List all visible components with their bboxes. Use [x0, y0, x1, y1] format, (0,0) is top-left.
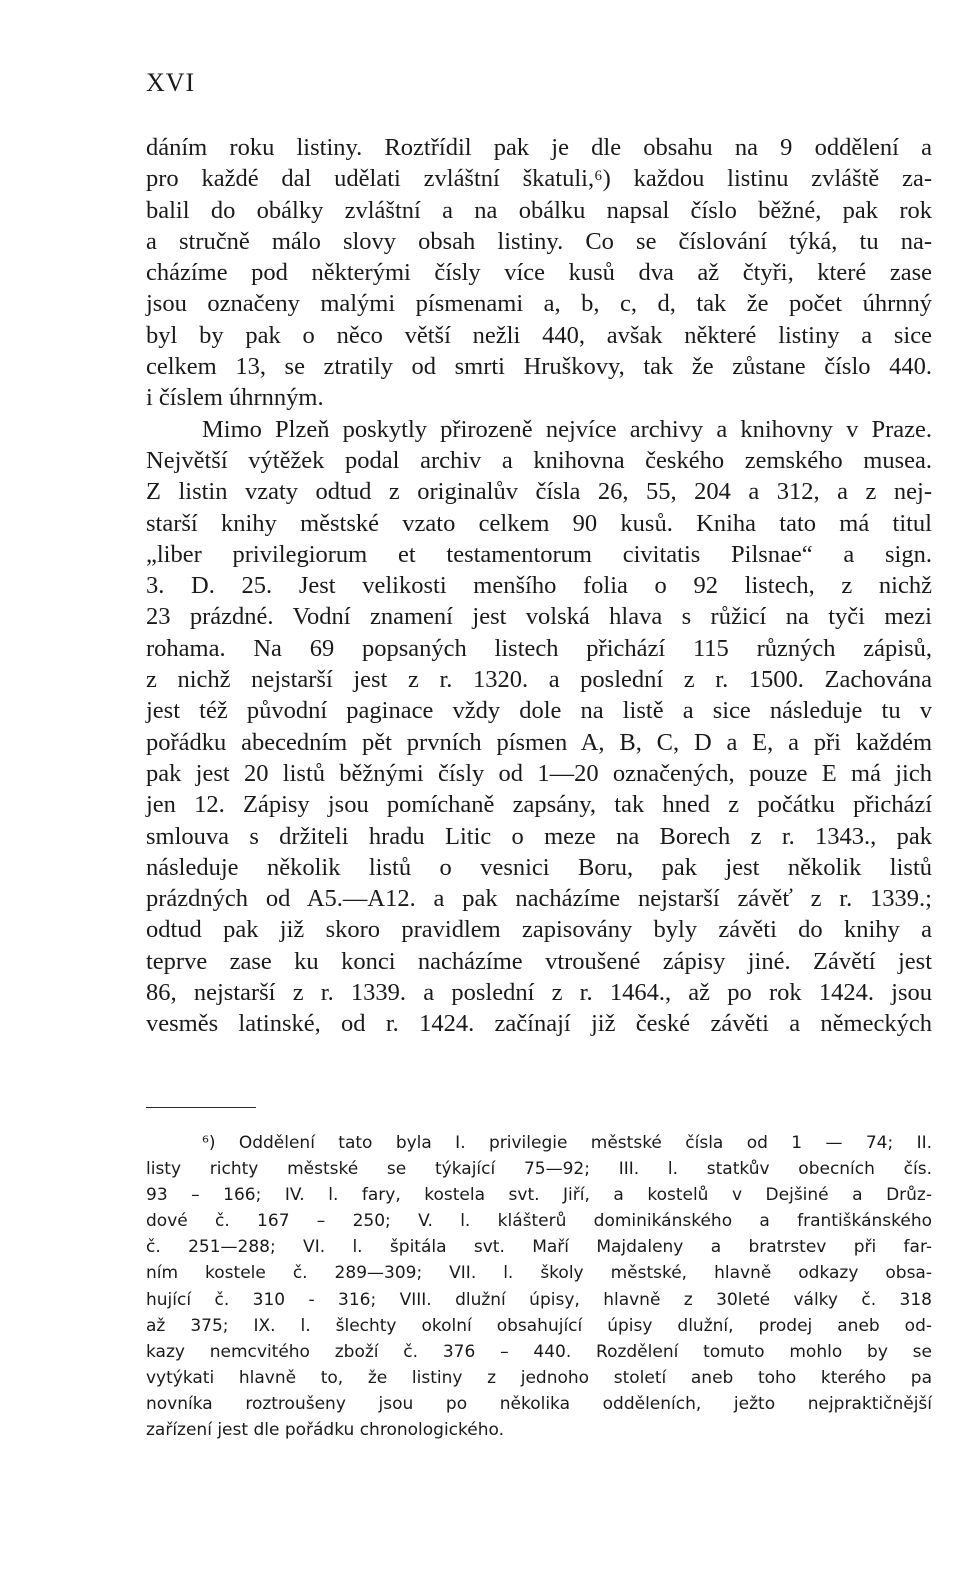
text-line: celkem 13, se ztratily od smrti Hruškovy, tak že zůstane číslo 440.: [146, 353, 932, 381]
text-line: jest též původní paginace vždy dole na listě a sice následuje tu v: [146, 697, 932, 725]
text-line: byl by pak o něco větší nežli 440, avšak některé listiny a sice: [146, 321, 932, 349]
footnote-line: hující č. 310 - 316; VIII. dlužní úpisy, hlavně z 30leté války č. 318: [146, 1289, 932, 1310]
footnote-line: kazy nemcvitého zboží č. 376 – 440. Rozdělení tomuto mohlo by se: [146, 1341, 932, 1362]
text-line: 23 prázdné. Vodní znamení jest volská hlava s růžicí na tyči mezi: [146, 603, 932, 631]
text-line: prázdných od A5.—A12. a pak nacházíme nejstarší závěť z r. 1339.;: [146, 885, 932, 913]
text-line: 86, nejstarší z r. 1339. a poslední z r. 1464., až po rok 1424. jsou: [146, 979, 932, 1007]
footnote-line: listy richty městské se týkající 75—92; III. l. statkův obecních čís.: [146, 1159, 932, 1180]
text-line: starší knihy městské vzato celkem 90 kusů. Kniha tato má titul: [146, 509, 932, 537]
text-line: teprve zase ku konci nacházíme vtroušené zápisy jiné. Závětí jest: [146, 947, 932, 975]
footnote-line: vytýkati hlavně to, že listiny z jednoho století aneb toho kterého pa: [146, 1367, 932, 1388]
main-text: [146, 132, 932, 1040]
text-line: Z listin vzaty odtud z originalův čísla 26, 55, 204 a 312, a z nej-: [146, 478, 932, 506]
text-line: Největší výtěžek podal archiv a knihovna českého zemského musea.: [146, 446, 932, 474]
text-line: „liber privilegiorum et testamentorum civitatis Pilsnae“ a sign.: [146, 540, 932, 568]
text-line: jsou označeny malými písmenami a, b, c, d, tak že počet úhrnný: [146, 290, 932, 318]
text-line: odtud pak již skoro pravidlem zapisovány byly závěti do knihy a: [146, 916, 932, 944]
text-line: cházíme pod některými čísly více kusů dva až čtyři, které zase: [146, 259, 932, 287]
text-line: jen 12. Zápisy jsou pomíchaně zapsány, tak hned z počátku přichází: [146, 791, 932, 819]
footnote-line: ním kostele č. 289—309; VII. l. školy městské, hlavně odkazy obsa-: [146, 1263, 932, 1284]
text-line: rohama. Na 69 popsaných listech přichází 115 různých zápisů,: [146, 634, 932, 662]
text-line: vesměs latinské, od r. 1424. začínají již české závěti a německých: [146, 1010, 932, 1038]
text-line: a stručně málo slovy obsah listiny. Co se číslování týká, tu na-: [146, 227, 932, 255]
footnote: [146, 1130, 932, 1443]
footnote-line: ⁶) Oddělení tato byla I. privilegie městské čísla od 1 — 74; II.: [202, 1133, 932, 1153]
text-line: balil do obálky zvláštní a na obálku napsal číslo běžné, pak rok: [146, 196, 932, 224]
text-line: pořádku abecedním pět prvních písmen A, B, C, D a E, a při každém: [146, 728, 932, 756]
footnote-line: č. 251—288; VI. l. špitála svt. Maří Majdaleny a bratrstev při far-: [146, 1237, 932, 1258]
footnote-line: dové č. 167 – 250; V. l. klášterů dominikánského a františkánského: [146, 1211, 932, 1232]
footnote-line: novníka roztroušeny jsou po několika odděleních, ježto nejpraktičnější: [146, 1393, 932, 1414]
text-line: smlouva s držiteli hradu Litic o meze na Borech z r. 1343., pak: [146, 822, 932, 850]
text-line: z nichž nejstarší jest z r. 1320. a poslední z r. 1500. Zachována: [146, 666, 932, 694]
page-number: XVI: [146, 68, 196, 97]
text-line: 3. D. 25. Jest velikosti menšího folia o 92 listech, z nichž: [146, 572, 932, 600]
footnote-line: až 375; IX. l. šlechty okolní obsahující úpisy dlužní, prodej aneb od-: [146, 1315, 932, 1336]
footnote-line: 93 – 166; IV. l. fary, kostela svt. Jiří, a kostelů v Dejšiné a Drůz-: [146, 1185, 932, 1206]
text-line: pro každé dal udělati zvláštní škatuli,⁶) každou listinu zvláště za-: [146, 165, 932, 193]
text-line: pak jest 20 listů běžnými čísly od 1—20 označených, pouze E má jich: [146, 759, 932, 787]
paragraph-start-line: Mimo Plzeň poskytly přirozeně nejvíce archivy a knihovny v Praze.: [202, 415, 932, 443]
text-line: dáním roku listiny. Roztřídil pak je dle obsahu na 9 oddělení a: [146, 134, 932, 161]
text-line: následuje několik listů o vesnici Boru, pak jest několik listů: [146, 853, 932, 881]
footnote-line: zařízení jest dle pořádku chronologického.: [146, 1420, 504, 1441]
footnote-divider: [146, 1107, 256, 1108]
text-line: i číslem úhrnným.: [146, 384, 324, 412]
